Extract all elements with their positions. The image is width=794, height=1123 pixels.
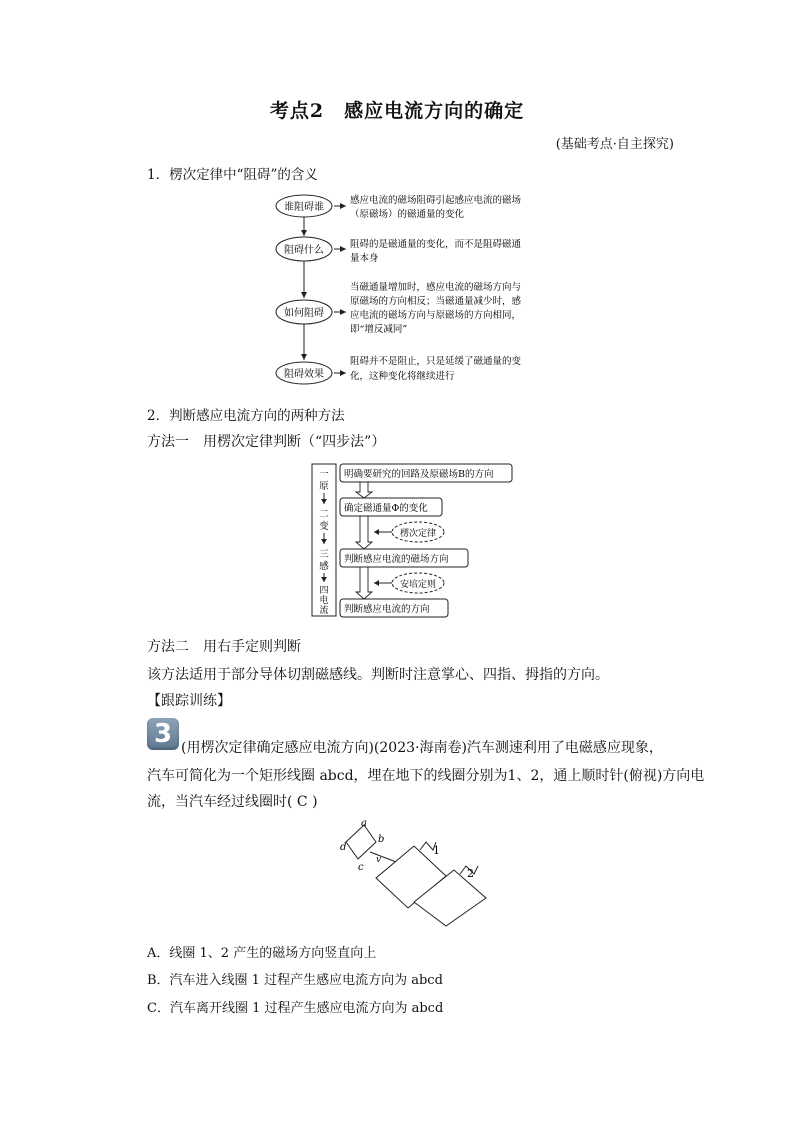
step-3-text: 判断感应电流的磁场方向 <box>344 554 449 565</box>
flow-node-2-label: 阻碍什么 <box>284 245 324 256</box>
flow-node-4-label: 阻碍效果 <box>284 369 324 380</box>
flow-desc-2-line2: 量本身 <box>350 253 379 264</box>
step-side-1b: 原 <box>319 481 329 492</box>
step-side-4b: 电 <box>319 596 329 606</box>
step-side-4c: 流 <box>319 606 329 616</box>
step-side-4: 四 <box>319 586 329 596</box>
flow-desc-1-line1: 感应电流的磁场阻碍引起感应电流的磁场 <box>350 195 522 206</box>
step-side-3: 三 <box>319 549 329 560</box>
page-title: 考点2 感应电流方向的确定 <box>269 100 525 122</box>
step-side-1: 一 <box>319 469 329 480</box>
step-side-3b: 感 <box>319 561 329 572</box>
flow-desc-3-line1: 当磁通量增加时，感应电流的磁场方向与 <box>350 282 522 293</box>
flow-desc-4-line2: 化，这种变化将继续进行 <box>350 371 455 382</box>
label-c: c <box>358 862 364 873</box>
four-step-flowchart <box>308 460 518 620</box>
question-line-1: (用楞次定律确定感应电流方向)(2023·海南卷)汽车测速利用了电磁感应现象， <box>181 740 663 756</box>
flow-desc-3-line3: 应电流的磁场方向与原磁场的方向相同， <box>350 310 522 321</box>
step-2-text: 确定磁通量Φ的变化 <box>344 503 428 514</box>
question-line-2: 汽车可简化为一个矩形线圈 abcd，埋在地下的线圈分别为1、2，通上顺时针(俯视)方向电 <box>147 768 705 784</box>
car-loop-abcd <box>346 825 376 859</box>
label-v: v <box>376 855 382 865</box>
question-line-3: 流，当汽车经过线圈时( C ) <box>147 794 318 810</box>
method2-label: 方法二 用右手定则判断 <box>147 639 301 655</box>
flow-node-3-label: 如何阻碍 <box>284 308 324 319</box>
flow-desc-2-line1: 阻碍的是磁通量的变化，而不是阻碍磁通 <box>350 239 522 250</box>
section1-heading: 1．楞次定律中“阻碍”的含义 <box>147 167 318 183</box>
method1-label: 方法一 用楞次定律判断（“四步法”） <box>147 434 386 450</box>
flow-desc-3-line2: 原磁场的方向相反；当磁通量减少时，感 <box>350 296 522 307</box>
label-coil2: 2 <box>467 867 474 880</box>
step-side-2b: 变 <box>319 521 329 532</box>
step-1-text: 明确要研究的回路及原磁场B的方向 <box>344 469 494 480</box>
flow-node-1-label: 谁阻碍谁 <box>284 202 324 213</box>
hinder-flowchart <box>270 190 570 390</box>
rule-lenz-label: 楞次定律 <box>399 529 437 539</box>
flow-desc-4-line1: 阻碍并不是阻止，只是延缓了磁通量的变 <box>350 356 522 367</box>
car-coil-figure <box>336 820 496 930</box>
label-coil1: 1 <box>433 844 440 857</box>
question-number-badge: 3 <box>147 718 179 750</box>
label-d: d <box>340 842 347 853</box>
option-b: B．汽车进入线圈 1 过程产生感应电流方向为 abcd <box>147 973 443 988</box>
step-side-2: 二 <box>319 509 329 520</box>
method2-description: 该方法适用于部分导体切割磁感线。判断时注意掌心、四指、拇指的方向。 <box>147 667 609 683</box>
option-a: A．线圈 1、2 产生的磁场方向竖直向上 <box>147 946 377 961</box>
flow-desc-1-line2: （原磁场）的磁通量的变化 <box>350 209 465 220</box>
option-c: C．汽车离开线圈 1 过程产生感应电流方向为 abcd <box>147 1001 444 1016</box>
flow-desc-3-line4: 即“增反减同” <box>350 324 408 335</box>
label-b: b <box>378 834 385 845</box>
tracking-label: 【跟踪训练】 <box>147 693 231 709</box>
label-a: a <box>361 820 367 829</box>
step-4-text: 判断感应电流的方向 <box>344 604 430 615</box>
page-subtitle: (基础考点·自主探究) <box>555 137 674 152</box>
section2-heading: 2．判断感应电流方向的两种方法 <box>147 408 345 424</box>
rule-ampere-label: 安培定则 <box>399 580 437 590</box>
